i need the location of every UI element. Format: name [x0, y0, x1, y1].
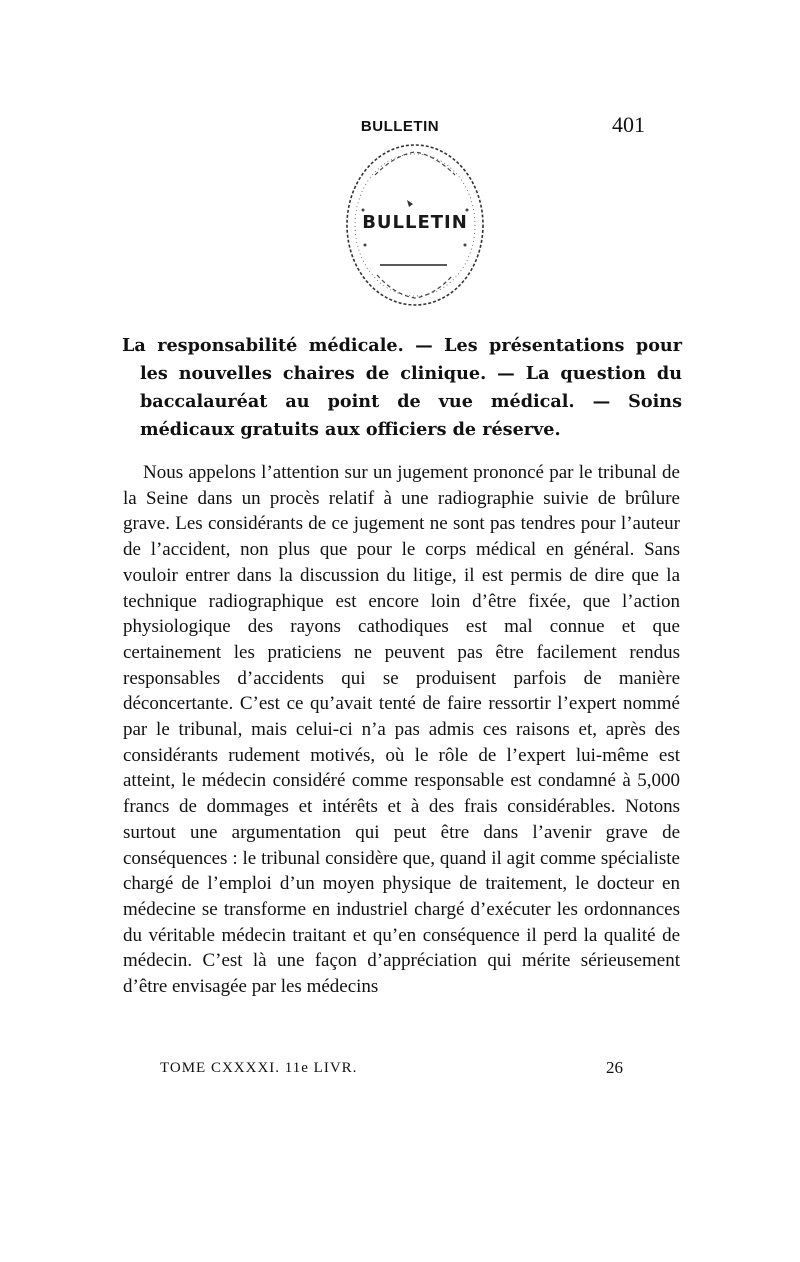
signature-number: 26 — [606, 1058, 623, 1077]
page-footer — [0, 1052, 800, 1082]
article-summary: La responsabilité médicale. — Les présentations pour les nouvelles chaires de clinique. — La question du baccalauréat au point de vue médical. — Soins médicaux gratuits aux officiers de réserve. — [122, 335, 682, 440]
page-number: 401 — [612, 112, 645, 137]
stamp-label: BULLETIN — [362, 212, 468, 233]
library-stamp — [335, 130, 495, 315]
running-title: BULLETIN — [360, 118, 440, 135]
article-body: Nous appelons l’attention sur un jugement prononcé par le tribunal de la Seine dans un procès relatif à une radiographie suivie de brûlure grave. Les considérants de ce jugement ne sont pas tendres pour l’auteur de l’accident, non plus que pour le corps médical en général. Sans vouloir entrer dans la discussion du litige, il est permis de dire que la technique radiographique est encore loin d’être fixée, que l’action physiologique des rayons cathodiques est mal connue et que certainement les praticiens ne peuvent pas être facilement rendus responsables d’accidents qui se produisent parfois de manière déconcertante. C’est ce qu’avait tenté de faire ressortir l’expert nommé par le tribunal, mais celui-ci n’a pas admis ces raisons et, après des considérants rudement motivés, où le rôle de l’expert lui-même est atteint, le médecin considéré comme responsable est condamné à 5,000 francs de dommages et intérêts et à des frais considérables. Notons surtout une argumentation qui peut être dans l’avenir grave de conséquences : le tribunal considère que, quand il agit comme spécialiste chargé de l’emploi d’un moyen physique de traitement, le docteur en médecine se transforme en industriel chargé d’exécuter les ordonnances du véritable médecin traitant et qu’en conséquence il perd la qualité de médecin. C’est là une façon d’appréciation qui mérite sérieusement d’être envisagée par les médecins — [123, 462, 680, 998]
signature-mark: TOME CXXXXI. 11e LIVR. — [160, 1060, 358, 1076]
